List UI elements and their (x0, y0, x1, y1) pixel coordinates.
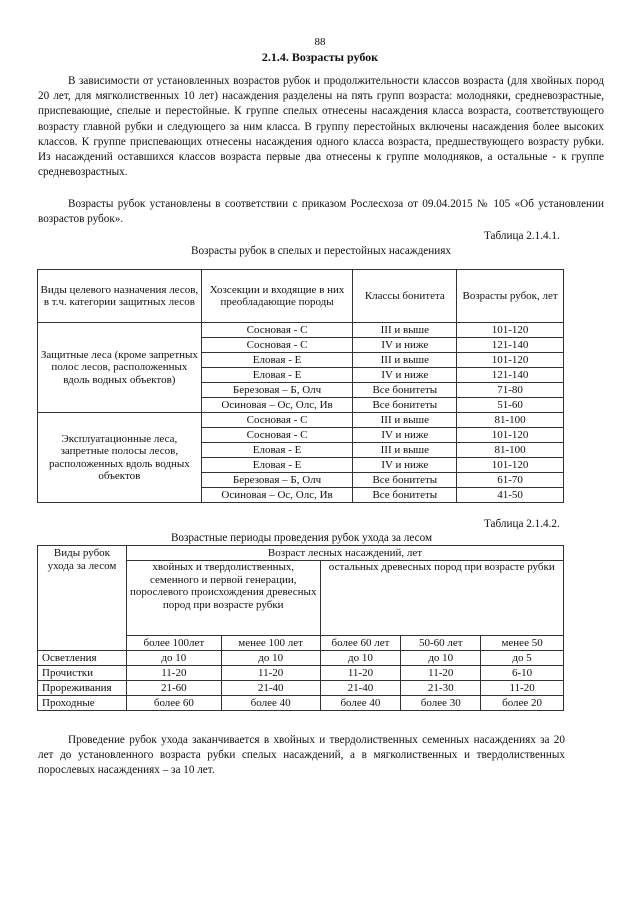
table-cell: 11-20 (320, 666, 401, 681)
table-cell: 101-120 (457, 323, 564, 338)
table-cell: Еловая - Е (201, 353, 353, 368)
table-cell: III и выше (353, 353, 457, 368)
table-cell: 101-120 (457, 428, 564, 443)
table-cell: до 10 (221, 651, 320, 666)
table-header-cell: Возраст лесных насаждений, лет (126, 546, 563, 561)
table-cell: 21-40 (221, 681, 320, 696)
section-title: 2.1.4. Возрасты рубок (261, 50, 379, 64)
table-cell: 11-20 (221, 666, 320, 681)
table-cell: Сосновая - С (201, 413, 353, 428)
table-cell: 71-80 (457, 383, 564, 398)
table-cell: IV и ниже (353, 368, 457, 383)
table-cell: 101-120 (457, 458, 564, 473)
table2-caption: Возрастные периоды проведения рубок ухода за лесом (170, 532, 433, 544)
table-header-cell: Виды рубок ухода за лесом (38, 546, 127, 651)
table-cell: Все бонитеты (353, 383, 457, 398)
table-cell: более 40 (320, 696, 401, 711)
table-subheader-cell: менее 50 (481, 636, 564, 651)
table-cell: 41-50 (457, 488, 564, 503)
table-row (38, 323, 564, 338)
table-cell: до 5 (481, 651, 564, 666)
table1-caption: Возрасты рубок в спелых и перестойных насаждениях (191, 245, 451, 257)
table-subheader-cell: менее 100 лет (221, 636, 320, 651)
table-cell: 101-120 (457, 353, 564, 368)
table-cell: 11-20 (481, 681, 564, 696)
table-cell: III и выше (353, 323, 457, 338)
group-name-cell: Эксплуатационные леса, запретные полосы лесов, расположенных вдоль водных объектов (38, 413, 202, 503)
table-subheader-cell: более 60 лет (320, 636, 401, 651)
group-name-cell: Защитные леса (кроме запретных полос лесов, расположенных вдоль водных объектов) (38, 323, 202, 413)
table-cell: 121-140 (457, 338, 564, 353)
table-cell: IV и ниже (353, 458, 457, 473)
intro-paragraph-1: В зависимости от установленных возрастов рубок и продолжительности классов возраста (для хвойных пород 20 лет, для мягколиственных 10 лет) насаждения разделены на пять групп возраста: молодняки, средневозрастные, приспевающие, спелые и перестойные. К группе спелых отнесены насаждения класса возраста, соответствующего возрасту главной рубки и следующего за ним класса. В группу перестойных включены насаждения более высоких классов. К группе приспевающих отнесены насаждения одного класса возраста, предшествующего возрасту рубки. Из насаждений оставшихся классов возраста первые два отнесены к группе молодняков, а остальные - к группе средневозрастных. (38, 75, 604, 179)
table-cell: Сосновая - С (201, 428, 353, 443)
table-cell: до 10 (126, 651, 221, 666)
table-header-cell: Хозсекции и входящие в них преобладающие породы (201, 270, 353, 323)
table-header-cell: хвойных и твердолиственных, семенного и первой генерации, порослевого происхождения древесных пород при возрасте рубки (126, 561, 320, 636)
table-header-row (38, 546, 564, 561)
table-cell: 21-30 (401, 681, 481, 696)
thinning-periods-table (37, 545, 564, 711)
table-row (38, 696, 564, 711)
table-cell: более 40 (221, 696, 320, 711)
row-label-cell: Проходные (38, 696, 127, 711)
table-header-cell: Возрасты рубок, лет (457, 270, 564, 323)
table-row (38, 681, 564, 696)
table-cell: 81-100 (457, 413, 564, 428)
table-subheader-cell: более 100лет (126, 636, 221, 651)
row-label-cell: Прочистки (38, 666, 127, 681)
table-cell: III и выше (353, 413, 457, 428)
age-of-cutting-table (37, 269, 564, 503)
table-cell: Осиновая – Ос, Олс, Ив (201, 398, 353, 413)
table-cell: Сосновая - С (201, 323, 353, 338)
table-cell: IV и ниже (353, 428, 457, 443)
table-cell: 61-70 (457, 473, 564, 488)
table-cell: Все бонитеты (353, 473, 457, 488)
table-cell: 21-40 (320, 681, 401, 696)
table-cell: Еловая - Е (201, 443, 353, 458)
table-cell: 81-100 (457, 443, 564, 458)
table-cell: Еловая - Е (201, 368, 353, 383)
table-cell: 51-60 (457, 398, 564, 413)
table-cell: до 10 (401, 651, 481, 666)
row-label-cell: Прореживания (38, 681, 127, 696)
table-cell: III и выше (353, 443, 457, 458)
table-header-row (38, 270, 564, 323)
table2-label: Таблица 2.1.4.2. (484, 518, 560, 530)
table-subheader-cell: 50-60 лет (401, 636, 481, 651)
closing-paragraph: Проведение рубок ухода заканчивается в хвойных и твердолиственных семенных насаждениях за 20 лет до установленного возраста рубки спелых насаждений, а в мягколиственных и твердолиственных порослевых насаждениях – за 10 лет. (38, 734, 565, 777)
table-cell: 121-140 (457, 368, 564, 383)
table1-label: Таблица 2.1.4.1. (484, 230, 560, 242)
table-cell: более 20 (481, 696, 564, 711)
table-header-cell: Классы бонитета (353, 270, 457, 323)
table-cell: Все бонитеты (353, 488, 457, 503)
table-cell: Сосновая - С (201, 338, 353, 353)
table-cell: 11-20 (401, 666, 481, 681)
table-row (38, 651, 564, 666)
table-row (38, 666, 564, 681)
table-cell: Все бонитеты (353, 398, 457, 413)
table-cell: более 60 (126, 696, 221, 711)
table-cell: до 10 (320, 651, 401, 666)
table-cell: Осиновая – Ос, Олс, Ив (201, 488, 353, 503)
table-cell: Еловая - Е (201, 458, 353, 473)
row-label-cell: Осветления (38, 651, 127, 666)
table-cell: 11-20 (126, 666, 221, 681)
table-cell: IV и ниже (353, 338, 457, 353)
page-number: 88 (314, 36, 326, 48)
table-cell: более 30 (401, 696, 481, 711)
intro-paragraph-2: Возрасты рубок установлены в соответствии с приказом Рослесхоза от 09.04.2015 № 105 «Об установлении возрастов рубок». (38, 198, 604, 226)
table-header-cell: остальных древесных пород при возрасте рубки (320, 561, 563, 636)
table-row (38, 413, 564, 428)
table-header-cell: Виды целевого назначения лесов, в т.ч. категории защитных лесов (38, 270, 202, 323)
table-cell: Березовая – Б, Олч (201, 473, 353, 488)
table-cell: Березовая – Б, Олч (201, 383, 353, 398)
table-cell: 6-10 (481, 666, 564, 681)
table-cell: 21-60 (126, 681, 221, 696)
